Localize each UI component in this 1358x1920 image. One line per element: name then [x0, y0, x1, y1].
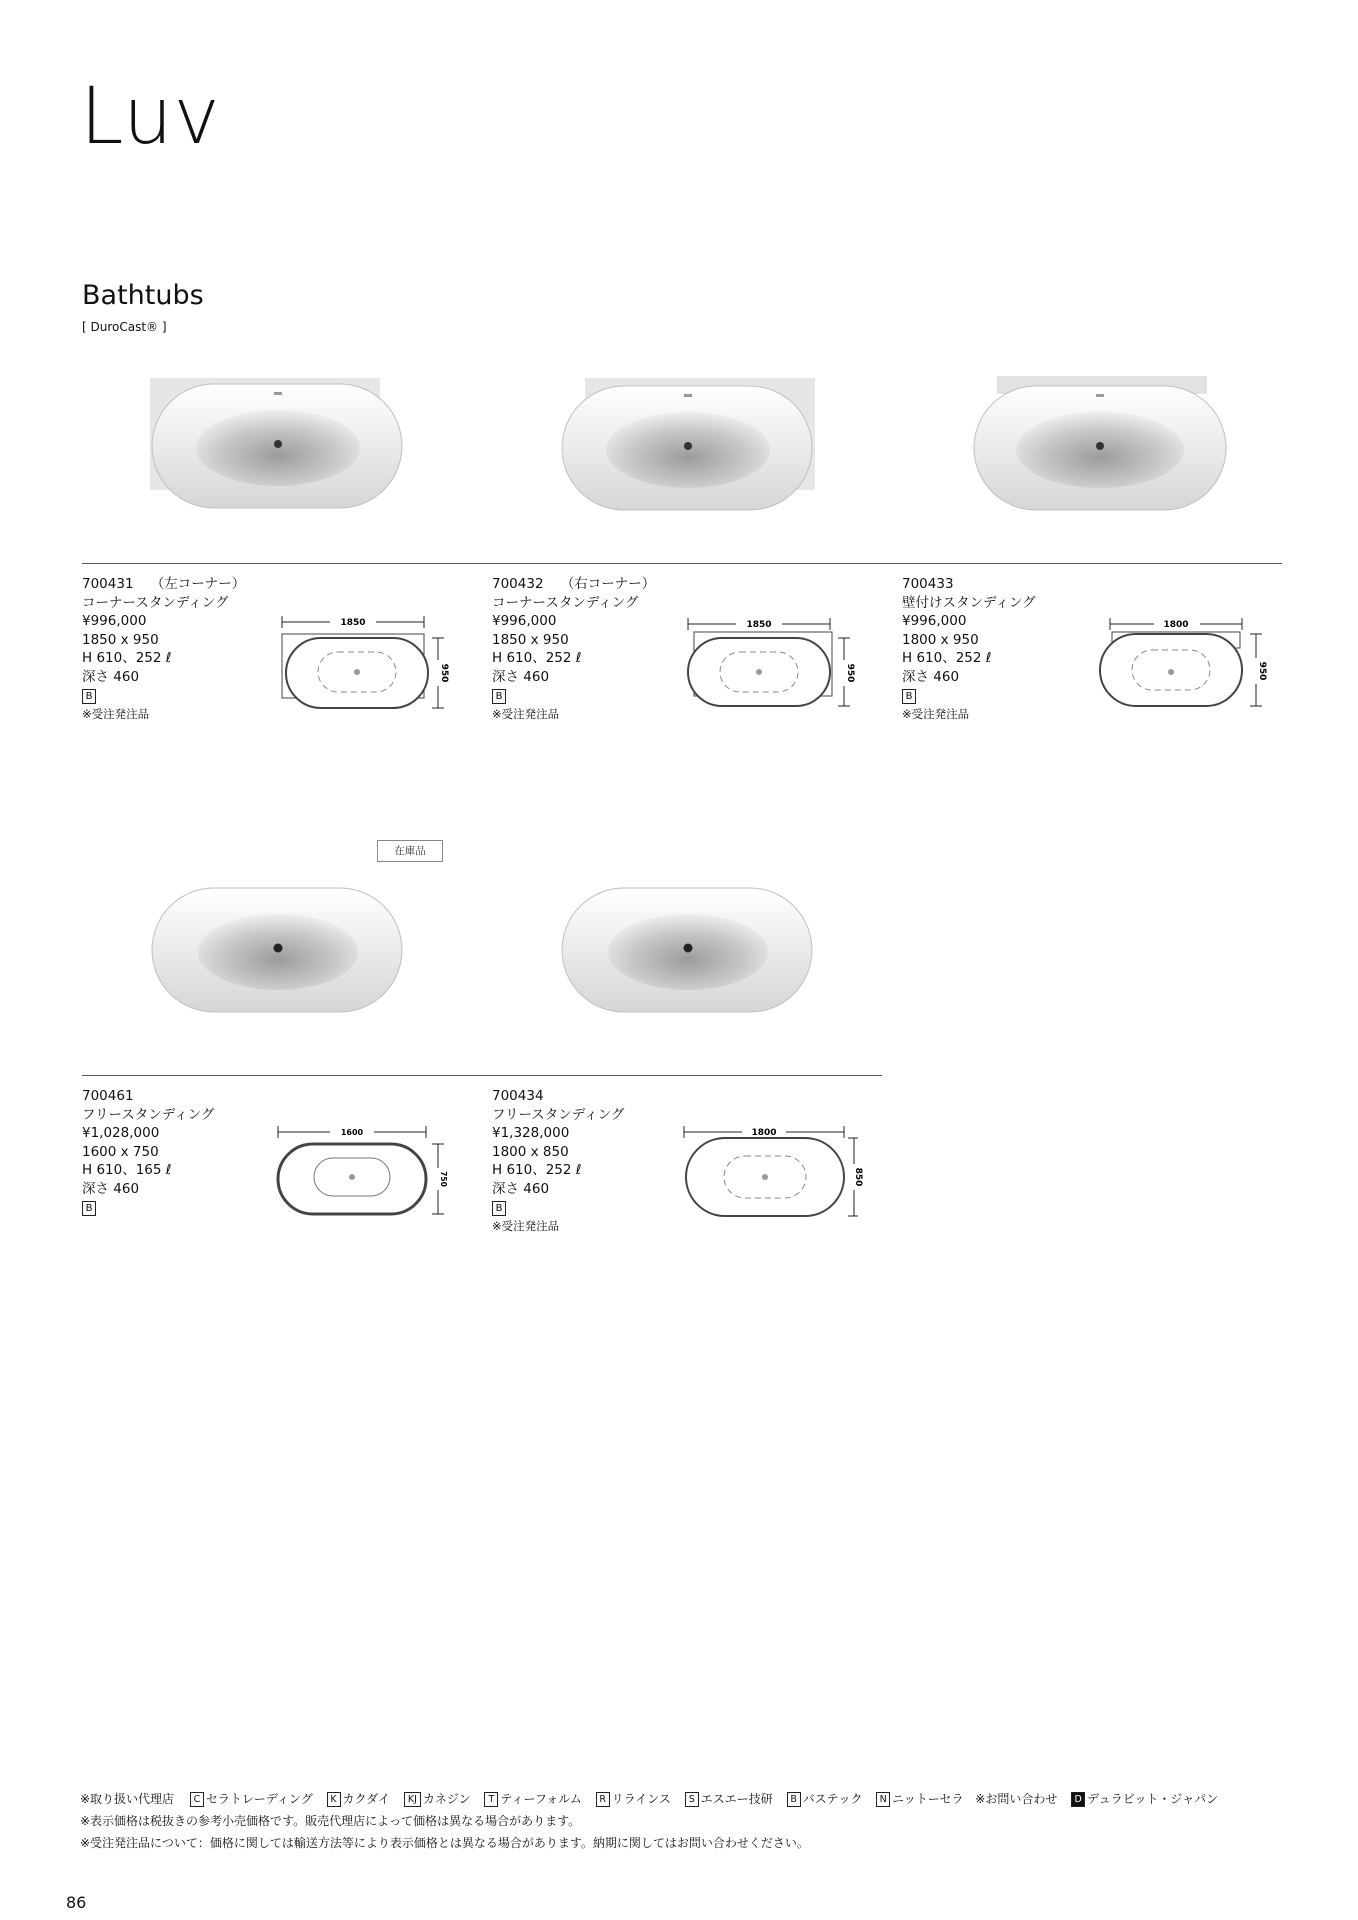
footer-distributors [80, 1790, 1218, 1807]
product-type: コーナースタンディング [82, 594, 229, 611]
product-depth: 深さ 460 [492, 1180, 550, 1197]
section-title: Bathtubs [82, 280, 204, 311]
distributor-code: N [876, 1792, 890, 1807]
product-code: 700461 [82, 1088, 134, 1104]
bathtub-photo-700432 [560, 378, 815, 518]
distributor-code: T [484, 1792, 498, 1807]
dimension-height-label: 950 [845, 663, 855, 683]
dimension-width-label: 1800 [1163, 620, 1189, 630]
dimension-height-label: 950 [1257, 661, 1267, 681]
product-depth: 深さ 460 [492, 668, 550, 685]
order-note: ※受注発注品 [82, 706, 150, 721]
maker-code: D [1071, 1792, 1085, 1807]
product-price: ¥996,000 [492, 613, 557, 629]
order-note: ※受注発注品 [902, 706, 970, 721]
dimension-width-label: 1850 [746, 620, 772, 630]
distributor-badge: B [902, 689, 916, 704]
distributor-name: リラインス [611, 1792, 671, 1806]
footer-order-note: ※受注発注品について：価格に関しては輸送方法等により表示価格とは異なる場合があります。納期に関してはお問い合わせください。 [80, 1836, 809, 1850]
product-type: コーナースタンディング [492, 594, 639, 611]
dimension-drawing-700433 [1096, 610, 1266, 720]
distributor-name: カネジン [422, 1792, 471, 1806]
footer-price-note: ※表示価格は税抜きの参考小売価格です。販売代理店によって価格は異なる場合があります。 [80, 1814, 581, 1828]
dimension-drawing-700461 [272, 1120, 452, 1220]
distributor-code: KJ [404, 1792, 421, 1807]
dimension-drawing-700432 [684, 610, 854, 720]
product-size: 1800 x 850 [492, 1143, 569, 1160]
distributor-badge: B [492, 689, 506, 704]
product-capacity: H 610、252 ℓ [492, 1162, 582, 1178]
product-size: 1850 x 950 [492, 631, 569, 648]
distributor-code: B [787, 1792, 801, 1807]
order-note: ※受注発注品 [492, 706, 560, 721]
product-capacity: H 610、252 ℓ [492, 650, 582, 666]
product-depth: 深さ 460 [902, 668, 960, 685]
product-type: フリースタンディング [82, 1106, 215, 1123]
distributor-badge: B [82, 689, 96, 704]
product-spec-700434 [492, 1087, 624, 1235]
distributor-name: セラトレーディング [205, 1792, 313, 1806]
dimension-height-label: 950 [439, 663, 449, 683]
product-capacity: H 610、252 ℓ [82, 650, 172, 666]
product-price: ¥996,000 [82, 613, 147, 629]
footer-prefix: ※取り扱い代理店 [80, 1792, 175, 1806]
product-code: 700432 [492, 576, 544, 592]
product-type: フリースタンディング [492, 1106, 625, 1123]
stock-label: 在庫品 [377, 840, 443, 862]
distributor-badge: B [82, 1201, 96, 1216]
product-depth: 深さ 460 [82, 1180, 140, 1197]
product-variant: （左コーナー） [150, 576, 246, 592]
product-depth: 深さ 460 [82, 668, 140, 685]
product-price: ¥1,328,000 [492, 1125, 570, 1141]
dimension-width-label: 1850 [340, 618, 366, 628]
product-spec-700431 [82, 575, 245, 723]
product-spec-700433 [902, 575, 1036, 723]
maker-name: デュラビット・ジャパン [1087, 1792, 1219, 1806]
order-note: ※受注発注品 [492, 1218, 560, 1233]
brand-title: Luv [80, 72, 221, 162]
distributor-badge: B [492, 1201, 506, 1216]
product-spec-700432 [492, 575, 655, 723]
dimension-height-label: 750 [439, 1171, 448, 1187]
bathtub-photo-700433 [972, 376, 1232, 516]
bathtub-photo-700434 [560, 884, 815, 1016]
product-code: 700433 [902, 576, 954, 592]
distributor-name: ニットーセラ [892, 1792, 964, 1806]
divider-row-1 [82, 563, 1282, 564]
footer-inquiry: ※お問い合わせ [975, 1792, 1058, 1806]
product-code: 700434 [492, 1088, 544, 1104]
material-label: [ DuroCast® ] [82, 320, 167, 334]
product-size: 1800 x 950 [902, 631, 979, 648]
product-type: 壁付けスタンディング [902, 594, 1036, 611]
dimension-drawing-700434 [680, 1120, 863, 1220]
product-capacity: H 610、252 ℓ [902, 650, 992, 666]
product-spec-700461 [82, 1087, 214, 1217]
bathtub-photo-700461 [150, 884, 405, 1016]
product-price: ¥996,000 [902, 613, 967, 629]
dimension-width-label: 1800 [751, 1128, 777, 1138]
product-capacity: H 610、165 ℓ [82, 1162, 172, 1178]
product-price: ¥1,028,000 [82, 1125, 160, 1141]
bathtub-photo-700431 [150, 372, 405, 512]
product-code: 700431 [82, 576, 134, 592]
dimension-width-label: 1600 [340, 1128, 364, 1137]
dimension-height-label: 850 [853, 1167, 863, 1187]
dimension-drawing-700431 [278, 608, 448, 718]
distributor-name: カクダイ [342, 1792, 391, 1806]
distributor-name: バステック [802, 1792, 863, 1806]
page-number: 86 [66, 1893, 87, 1912]
product-size: 1600 x 750 [82, 1143, 159, 1160]
distributor-name: エスエー技研 [700, 1792, 773, 1806]
distributor-code: R [596, 1792, 610, 1807]
product-size: 1850 x 950 [82, 631, 159, 648]
divider-row-2 [82, 1075, 882, 1076]
distributor-name: ティーフォルム [500, 1792, 582, 1806]
distributor-code: S [685, 1792, 699, 1807]
product-variant: （右コーナー） [560, 576, 656, 592]
distributor-code: K [327, 1792, 341, 1807]
distributor-code: C [190, 1792, 204, 1807]
